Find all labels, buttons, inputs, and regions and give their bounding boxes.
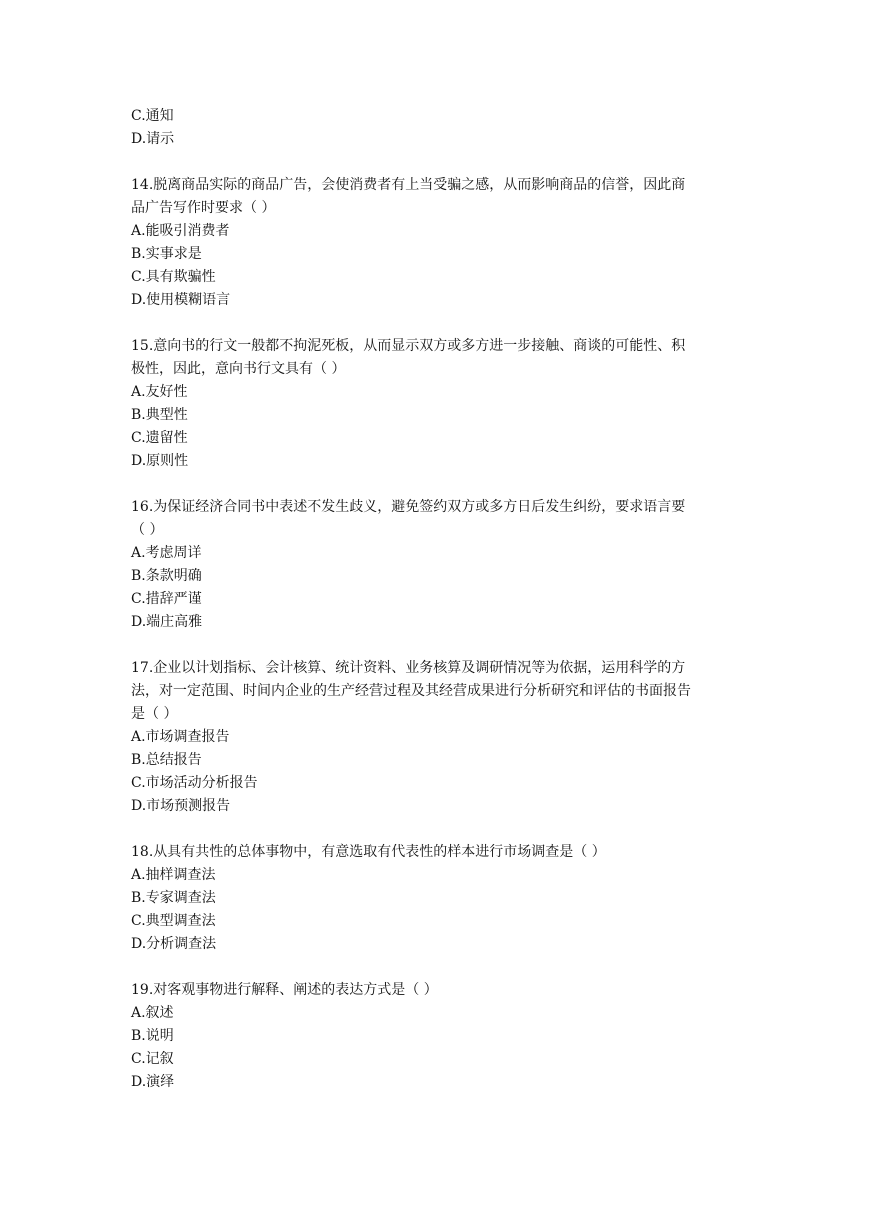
- question-text: 14.脱离商品实际的商品广告，会使消费者有上当受骗之感，从而影响商品的信誉，因此商: [131, 177, 686, 193]
- question-text: 15.意向书的行文一般都不拘泥死板，从而显示双方或多方进一步接触、商谈的可能性、积: [131, 338, 686, 354]
- option-c: C.记叙: [131, 1051, 174, 1067]
- question-text: （ ）: [131, 522, 164, 538]
- option-b: B.实事求是: [131, 246, 202, 262]
- option-a: A.市场调查报告: [131, 729, 230, 745]
- option-c: C.遗留性: [131, 430, 188, 446]
- question-15: [131, 335, 751, 473]
- option-d: D.原则性: [131, 453, 189, 469]
- document-page: [131, 105, 751, 1094]
- question-text: 是（ ）: [131, 706, 178, 722]
- option-d: D.分析调查法: [131, 936, 217, 952]
- option-b: B.典型性: [131, 407, 188, 423]
- question-text: 16.为保证经济合同书中表述不发生歧义，避免签约双方或多方日后发生纠纷，要求语言要: [131, 499, 686, 515]
- question-18: [131, 841, 751, 956]
- option-b: B.专家调查法: [131, 890, 216, 906]
- question-19: [131, 979, 751, 1094]
- option-d: D.市场预测报告: [131, 798, 231, 814]
- option-c: C.市场活动分析报告: [131, 775, 258, 791]
- option-c: C.措辞严谨: [131, 591, 202, 607]
- option-c: C.通知: [131, 108, 174, 124]
- question-text: 17.企业以计划指标、会计核算、统计资料、业务核算及调研情况等为依据，运用科学的方: [131, 660, 686, 676]
- option-a: A.能吸引消费者: [131, 223, 230, 239]
- option-b: B.总结报告: [131, 752, 202, 768]
- question-16: [131, 496, 751, 634]
- option-a: A.考虑周详: [131, 545, 202, 561]
- question-text: 19.对客观事物进行解释、阐述的表达方式是（ ）: [131, 982, 438, 998]
- question-17: [131, 657, 751, 818]
- option-c: C.典型调查法: [131, 913, 216, 929]
- question-text: 极性，因此，意向书行文具有（ ）: [131, 361, 346, 377]
- option-c: C.具有欺骗性: [131, 269, 216, 285]
- option-b: B.说明: [131, 1028, 174, 1044]
- top-options: [131, 105, 751, 151]
- option-d: D.演绎: [131, 1074, 175, 1090]
- question-text: 品广告写作时要求（ ）: [131, 200, 276, 216]
- option-b: B.条款明确: [131, 568, 202, 584]
- option-d: D.端庄高雅: [131, 614, 203, 630]
- option-d: D.请示: [131, 131, 175, 147]
- option-a: A.友好性: [131, 384, 188, 400]
- option-a: A.叙述: [131, 1005, 174, 1021]
- option-d: D.使用模糊语言: [131, 292, 231, 308]
- option-a: A.抽样调查法: [131, 867, 216, 883]
- question-text: 18.从具有共性的总体事物中，有意选取有代表性的样本进行市场调查是（ ）: [131, 844, 606, 860]
- question-text: 法，对一定范围、时间内企业的生产经营过程及其经营成果进行分析研究和评估的书面报告: [131, 683, 691, 699]
- question-14: [131, 174, 751, 312]
